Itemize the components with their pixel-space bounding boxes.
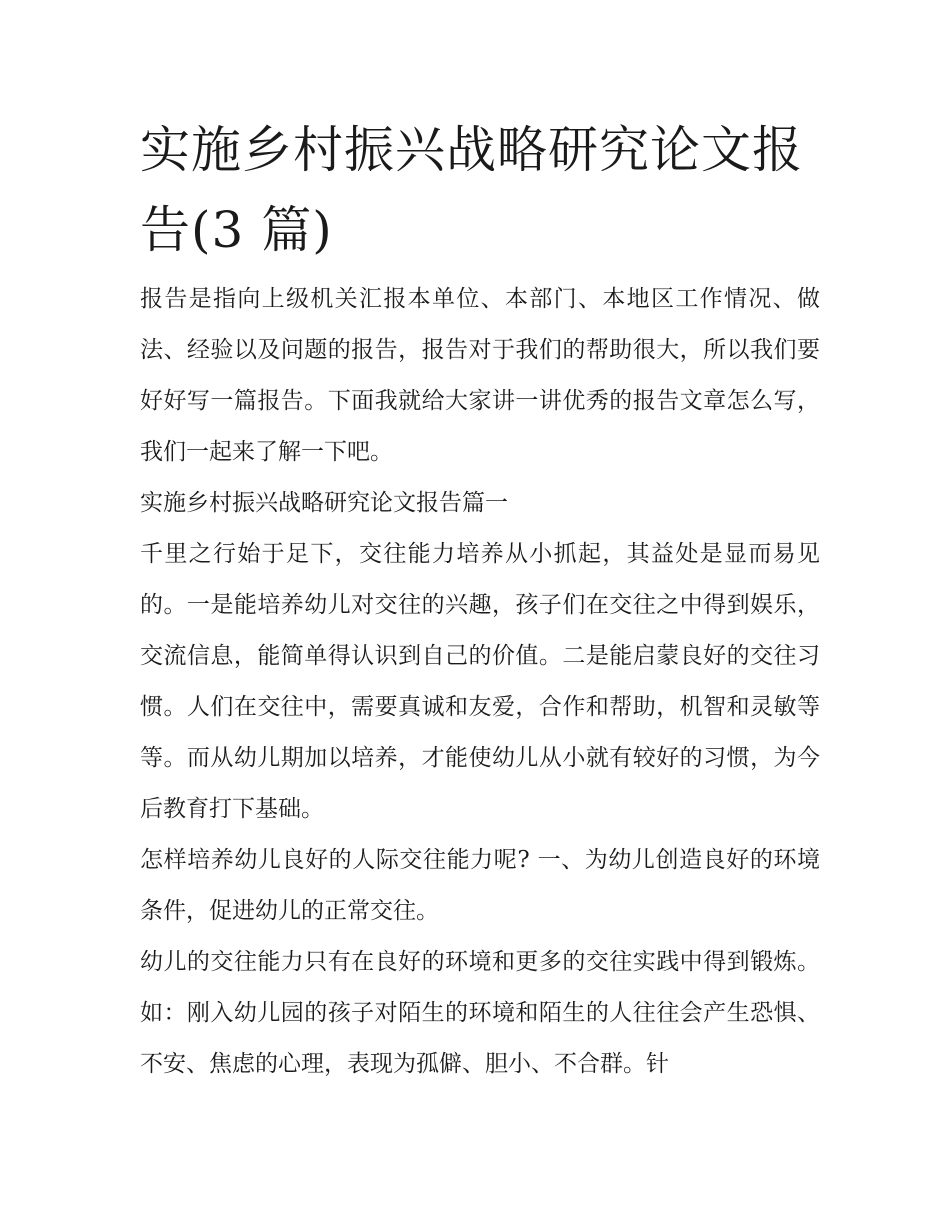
body-paragraph: 幼儿的交往能力只有在良好的环境和更多的交往实践中得到锻炼。如：刚入幼儿园的孩子对陌生的环境和陌生的人往往会产生恐惧、不安、焦虑的心理，表现为孤僻、胆小、不合群。针: [140, 949, 820, 1077]
body-paragraph: 千里之行始于足下，交往能力培养从小抓起，其益处是显而易见的。一是能培养幼儿对交往的兴趣，孩子们在交往之中得到娱乐，交流信息，能简单得认识到自己的价值。二是能启蒙良好的交往习惯。人们在交往中，需要真诚和友爱，合作和帮助，机智和灵敏等等。而从幼儿期加以培养，才能使幼儿从小就有较好的习惯，为今后教育打下基础。: [140, 541, 820, 822]
document-title: 实施乡村振兴战略研究论文报告(3 篇): [140, 121, 803, 259]
body-paragraph: 怎样培养幼儿良好的人际交往能力呢? 一、为幼儿创造良好的环境条件，促进幼儿的正常交往。: [140, 847, 820, 924]
section-heading: 实施乡村振兴战略研究论文报告篇一: [140, 490, 508, 516]
document-page: [140, 110, 820, 1090]
intro-paragraph: 报告是指向上级机关汇报本单位、本部门、本地区工作情况、做法、经验以及问题的报告，报告对于我们的帮助很大，所以我们要好好写一篇报告。下面我就给大家讲一讲优秀的报告文章怎么写，我们一起来了解一下吧。: [140, 286, 820, 465]
